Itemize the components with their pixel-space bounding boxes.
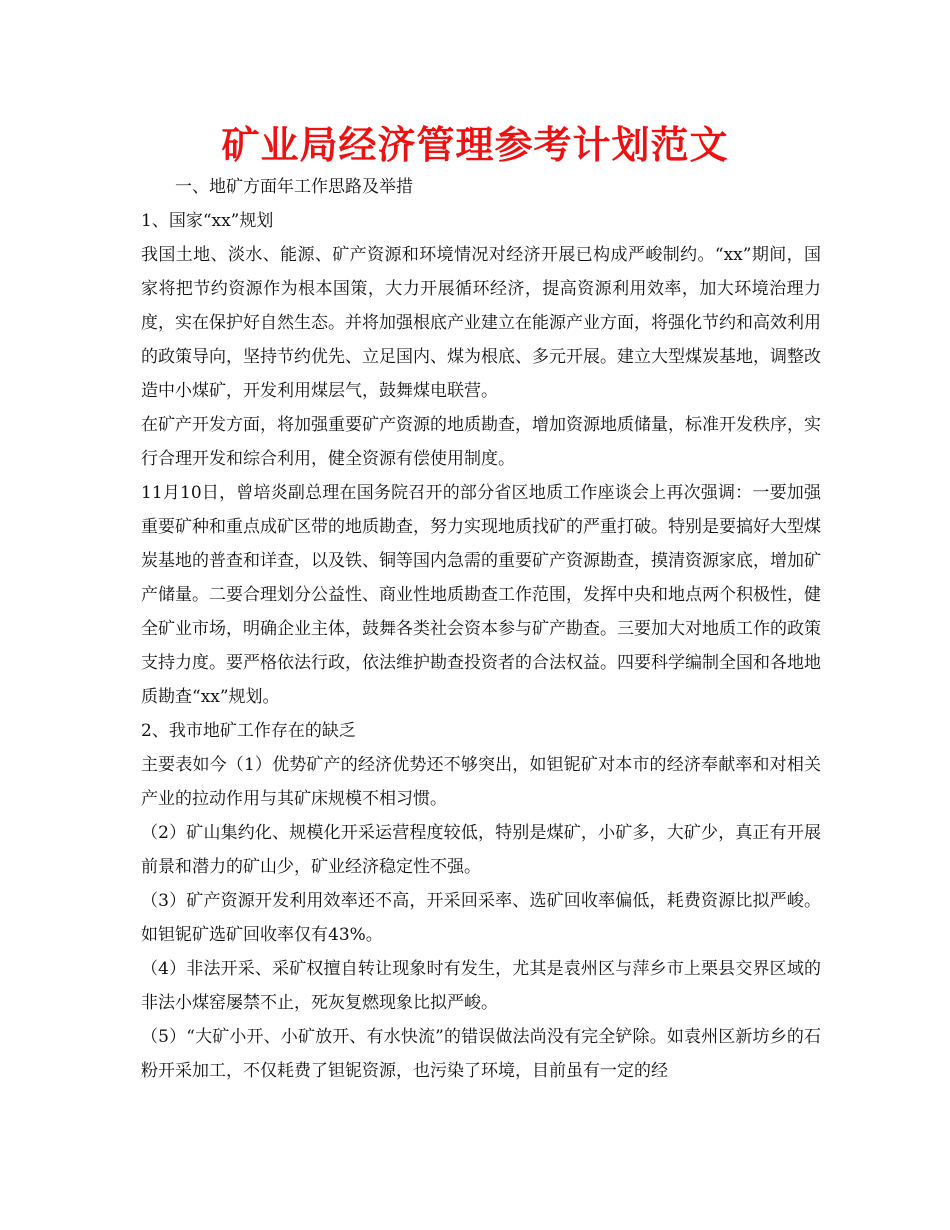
paragraph: 11月10日，曾培炎副总理在国务院召开的部分省区地质工作座谈会上再次强调：一要加强重要矿种和重点成矿区带的地质勘查，努力实现地质找矿的严重打破。特别是要搞好大型煤炭基地的普查和详查，以及铁、铜等国内急需的重要矿产资源勘查，摸清资源家底，增加矿产储量。二要合理划分公益性、商业性地质勘查工作范围，发挥中央和地点两个积极性，健全矿业市场，明确企业主体，鼓舞各类社会资本参与矿产勘查。三要加大对地质工作的政策支持力度。要严格依法行政，依法维护勘查投资者的合法权益。四要科学编制全国和各地地质勘查“xx”规划。	[141, 483, 821, 707]
paragraph: （2）矿山集约化、规模化开采运营程度较低，特别是煤矿，小矿多，大矿少，真正有开展前景和潜力的矿山少，矿业经济稳定性不强。	[141, 823, 821, 877]
paragraph: （5）“大矿小开、小矿放开、有水快流”的错误做法尚没有完全铲除。如袁州区新坊乡的石粉开采加工，不仅耗费了钽铌资源，也污染了环境，目前虽有一定的经	[141, 1027, 821, 1081]
subsection-heading: 2、我市地矿工作存在的缺乏	[141, 721, 356, 741]
paragraph: （3）矿产资源开发利用效率还不高，开采回采率、选矿回收率偏低，耗费资源比拟严峻。如钽铌矿选矿回收率仅有43%。	[141, 891, 821, 945]
paragraph: （4）非法开采、采矿权擅自转让现象时有发生，尤其是袁州区与萍乡市上栗县交界区域的非法小煤窑屡禁不止，死灰复燃现象比拟严峻。	[141, 959, 821, 1013]
document-body	[141, 170, 821, 1088]
document-title: 矿业局经济管理参考计划范文	[221, 122, 729, 167]
section-heading: 一、地矿方面年工作思路及举措	[175, 177, 413, 197]
paragraph: 在矿产开发方面，将加强重要矿产资源的地质勘查，增加资源地质储量，标准开发秩序，实行合理开发和综合利用，健全资源有偿使用制度。	[141, 415, 821, 469]
subsection-heading: 1、国家“xx”规划	[141, 211, 274, 231]
paragraph: 我国土地、淡水、能源、矿产资源和环境情况对经济开展已构成严峻制约。“xx”期间，国家将把节约资源作为根本国策，大力开展循环经济，提高资源利用效率，加大环境治理力度，实在保护好自然生态。并将加强根底产业建立在能源产业方面，将强化节约和高效利用的政策导向，坚持节约优先、立足国内、煤为根底、多元开展。建立大型煤炭基地，调整改造中小煤矿，开发利用煤层气，鼓舞煤电联营。	[141, 245, 821, 401]
paragraph: 主要表如今（1）优势矿产的经济优势还不够突出，如钽铌矿对本市的经济奉献率和对相关产业的拉动作用与其矿床规模不相习惯。	[141, 755, 821, 809]
